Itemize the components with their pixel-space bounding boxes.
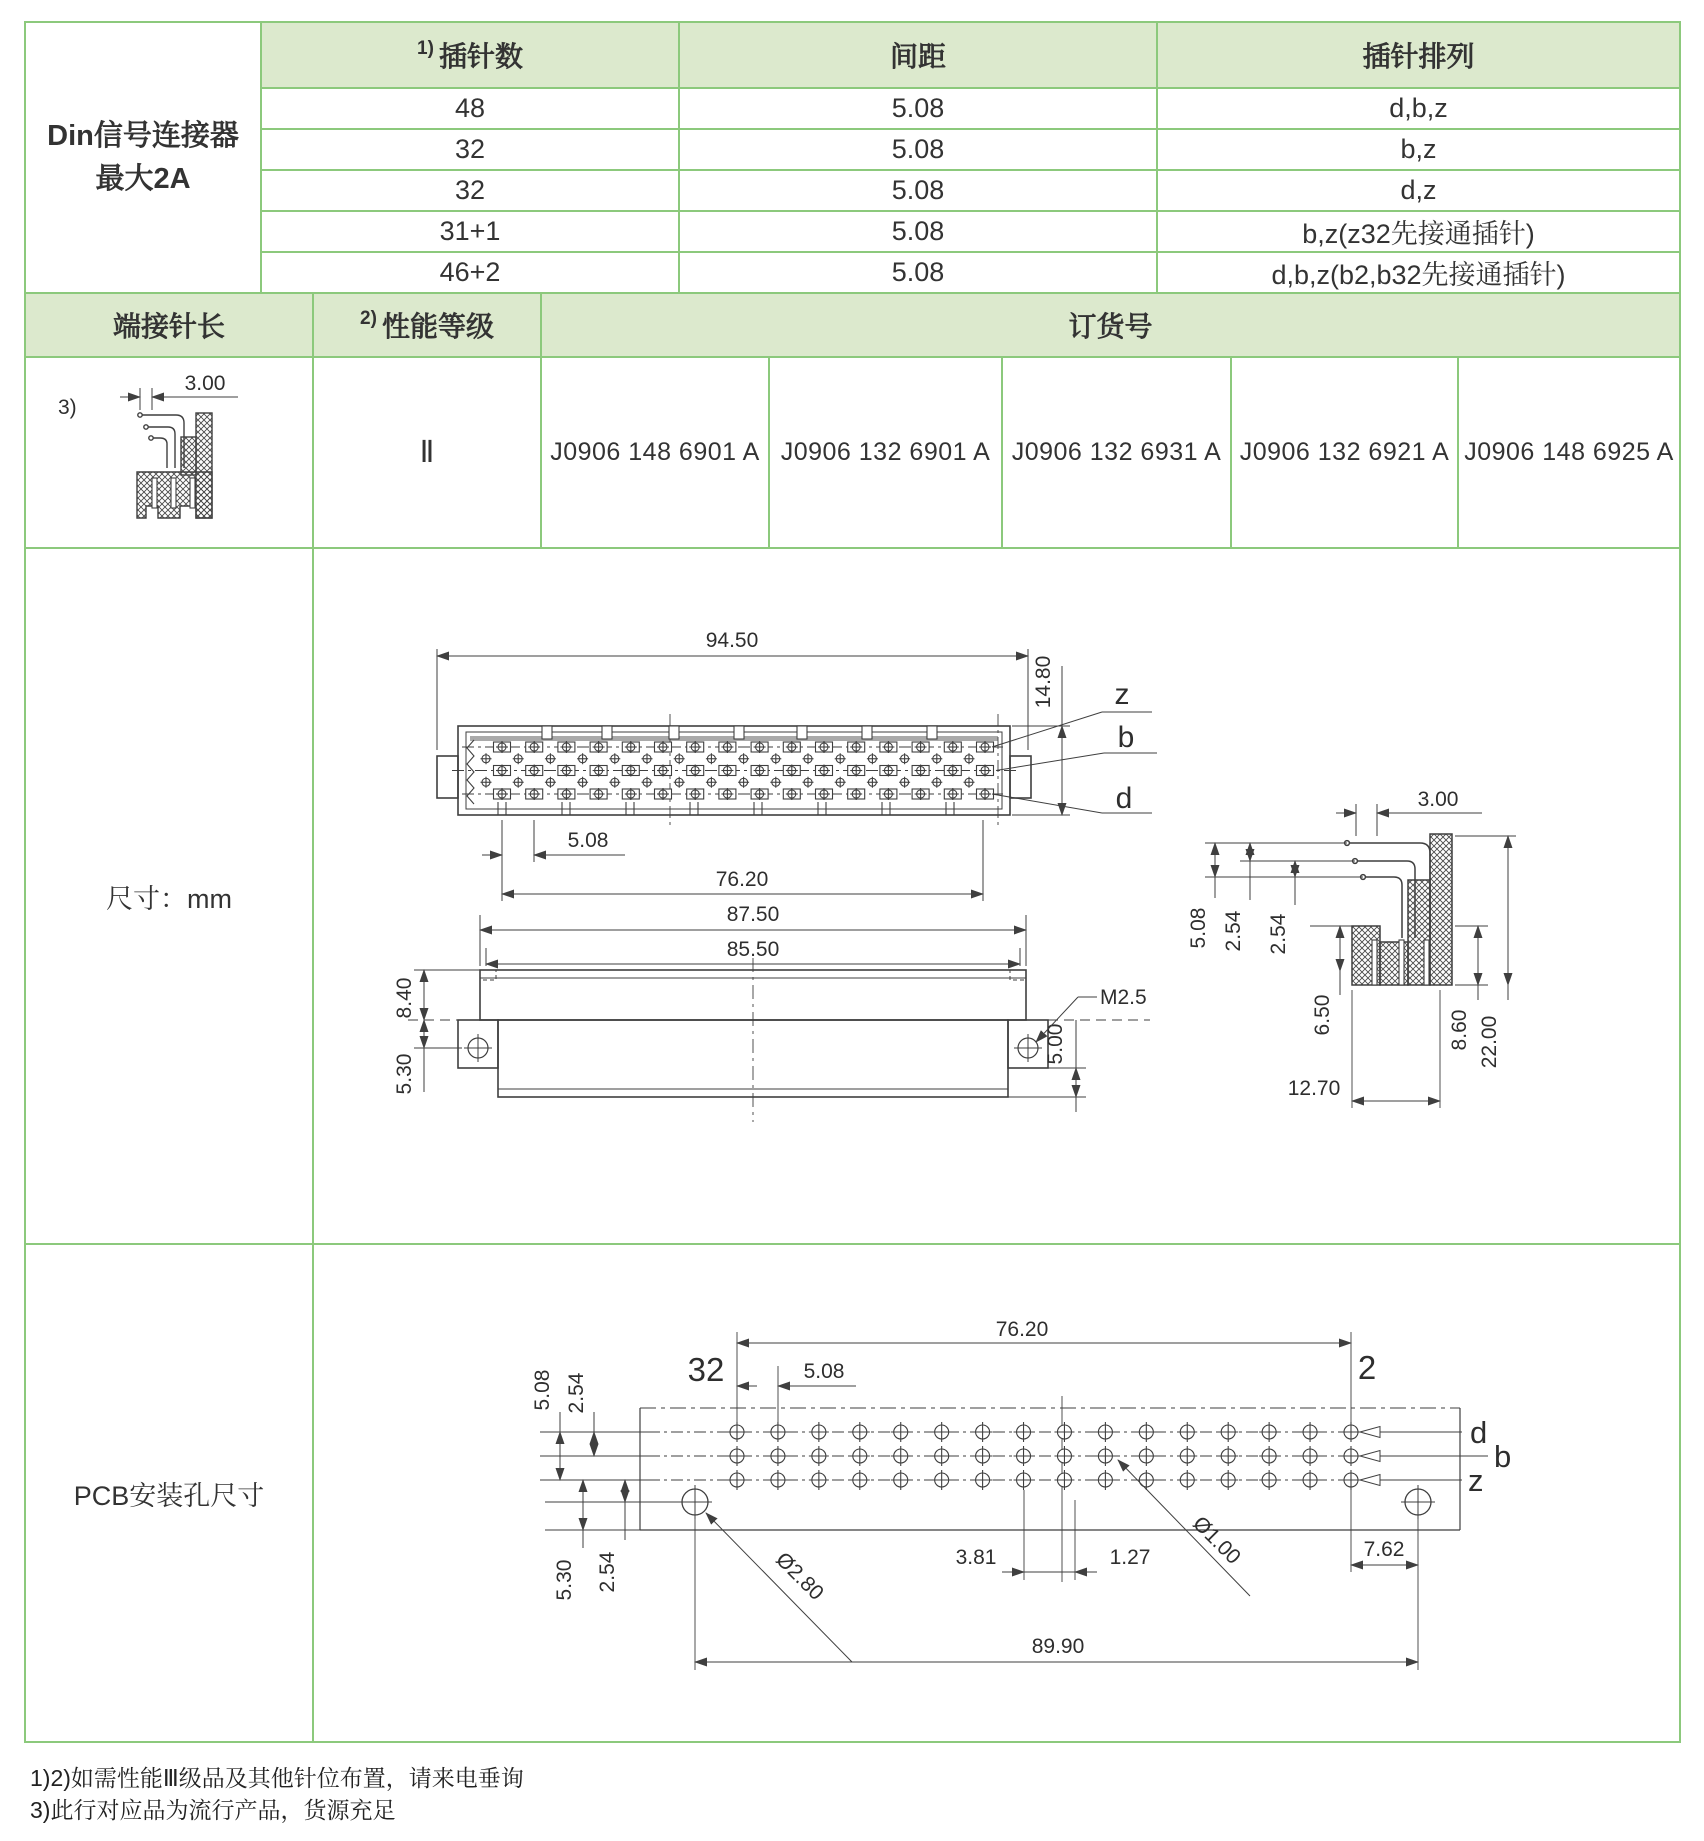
table-cell: b,z — [1157, 129, 1680, 170]
footnote-ref-1: 1) — [417, 38, 434, 59]
product-name: Din信号连接器 — [47, 120, 239, 153]
table-cell: 5.08 — [679, 170, 1157, 211]
row-label-b: b — [1117, 721, 1135, 754]
product-cell — [25, 22, 261, 293]
dim-6-50: 6.50 — [1311, 994, 1334, 1036]
column-header-arrangement: 插针排列 — [1157, 22, 1680, 88]
dim-pcb-5-08-left: 5.08 — [531, 1369, 554, 1411]
pcb-row-label: PCB安装孔尺寸 — [25, 1244, 313, 1742]
table-row: 31+1 — [261, 211, 679, 252]
column-header-grade: 2) 性能等级 — [313, 293, 541, 357]
dim-2-54-a: 2.54 — [1222, 910, 1245, 952]
dim-2-54-b: 2.54 — [1267, 913, 1290, 955]
dim-pcb-7-62: 7.62 — [1363, 1538, 1405, 1561]
dim-22-00: 22.00 — [1478, 1015, 1501, 1069]
dimensions-row-label: 尺寸：mm — [25, 548, 313, 1244]
dim-76-20: 76.20 — [715, 868, 769, 891]
dim-pcb-2-54-low: 2.54 — [596, 1551, 619, 1593]
dim-pcb-5-30: 5.30 — [553, 1559, 576, 1601]
table-cell: 5.08 — [679, 252, 1157, 293]
footnote-1: 1)2)如需性能Ⅲ级品及其他针位布置，请来电垂询 — [30, 1765, 524, 1791]
table-cell: d,b,z — [1157, 88, 1680, 129]
dim-85-50: 85.50 — [726, 938, 780, 961]
dim-5-30-front: 5.30 — [393, 1053, 416, 1095]
dim-pcb-3-81: 3.81 — [955, 1546, 997, 1569]
table-cell: d,z — [1157, 170, 1680, 211]
table-row: 46+2 — [261, 252, 679, 293]
table-row: 32 — [261, 170, 679, 211]
table-row: 48 — [261, 88, 679, 129]
order-number-cell: J0906 132 6901 A — [769, 357, 1002, 548]
order-number-cell: J0906 132 6931 A — [1002, 357, 1231, 548]
table-cell: b,z(z32先接通插针) — [1157, 211, 1680, 252]
dim-5-08-side: 5.08 — [1187, 907, 1210, 949]
pin-column-2-label: 2 — [1357, 1349, 1377, 1386]
dim-8-40: 8.40 — [393, 977, 416, 1019]
pin-column-32-label: 32 — [687, 1351, 725, 1388]
order-number-cell: J0906 132 6921 A — [1231, 357, 1458, 548]
dim-94-50: 94.50 — [705, 629, 759, 652]
footnote-2: 3)此行对应品为流行产品，货源充足 — [30, 1797, 396, 1823]
row-label-z: z — [1114, 678, 1130, 711]
dim-pcb-1-27: 1.27 — [1109, 1546, 1151, 1569]
table-cell: 5.08 — [679, 88, 1157, 129]
table-cell: 5.08 — [679, 211, 1157, 252]
pcb-row-label-z: z — [1468, 1463, 1484, 1498]
dim-pcb-89-90: 89.90 — [1031, 1635, 1085, 1658]
column-header-pin-length: 端接针长 — [25, 293, 313, 357]
dim-14-80: 14.80 — [1032, 655, 1055, 709]
column-header-order-number: 订货号 — [541, 293, 1680, 357]
product-rating: 最大2A — [95, 162, 191, 195]
column-header-pitch: 间距 — [679, 22, 1157, 88]
pin-length-drawing-cell — [25, 357, 313, 548]
pcb-drawing-cell — [313, 1244, 1680, 1742]
order-number-cell: J0906 148 6901 A — [541, 357, 769, 548]
dim-5-08-topview: 5.08 — [567, 829, 609, 852]
grade-cell: Ⅱ — [313, 357, 541, 548]
dim-pcb-5-08-top: 5.08 — [803, 1360, 845, 1383]
pcb-row-label-b: b — [1494, 1439, 1512, 1474]
thread-callout-m2-5: M2.5 — [1100, 986, 1147, 1009]
dim-pcb-76-20: 76.20 — [995, 1318, 1049, 1341]
row-label-d: d — [1115, 782, 1133, 815]
dim-8-60: 8.60 — [1448, 1009, 1471, 1051]
note-ref-3: 3) — [58, 396, 77, 419]
dim-87-50: 87.50 — [726, 903, 780, 926]
dim-mini-3-00: 3.00 — [184, 372, 226, 395]
footnote-ref-2: 2) — [360, 308, 377, 329]
dim-5-00: 5.00 — [1044, 1023, 1067, 1065]
pcb-row-label-d: d — [1470, 1415, 1488, 1450]
column-header-pin-count: 1) 插针数 — [261, 22, 679, 88]
table-cell: 5.08 — [679, 129, 1157, 170]
table-cell: d,b,z(b2,b32先接通插针) — [1157, 252, 1680, 293]
dim-12-70: 12.70 — [1287, 1077, 1341, 1100]
order-number-cell: J0906 148 6925 A — [1458, 357, 1680, 548]
dimensions-drawing-cell — [313, 548, 1680, 1244]
dim-pcb-dia-2-80: Ø2.80 — [771, 1548, 828, 1605]
dim-pcb-2-54-left: 2.54 — [565, 1372, 588, 1414]
dim-3-00: 3.00 — [1417, 788, 1459, 811]
dim-pcb-dia-1-00: Ø1.00 — [1188, 1512, 1245, 1569]
table-row: 32 — [261, 129, 679, 170]
